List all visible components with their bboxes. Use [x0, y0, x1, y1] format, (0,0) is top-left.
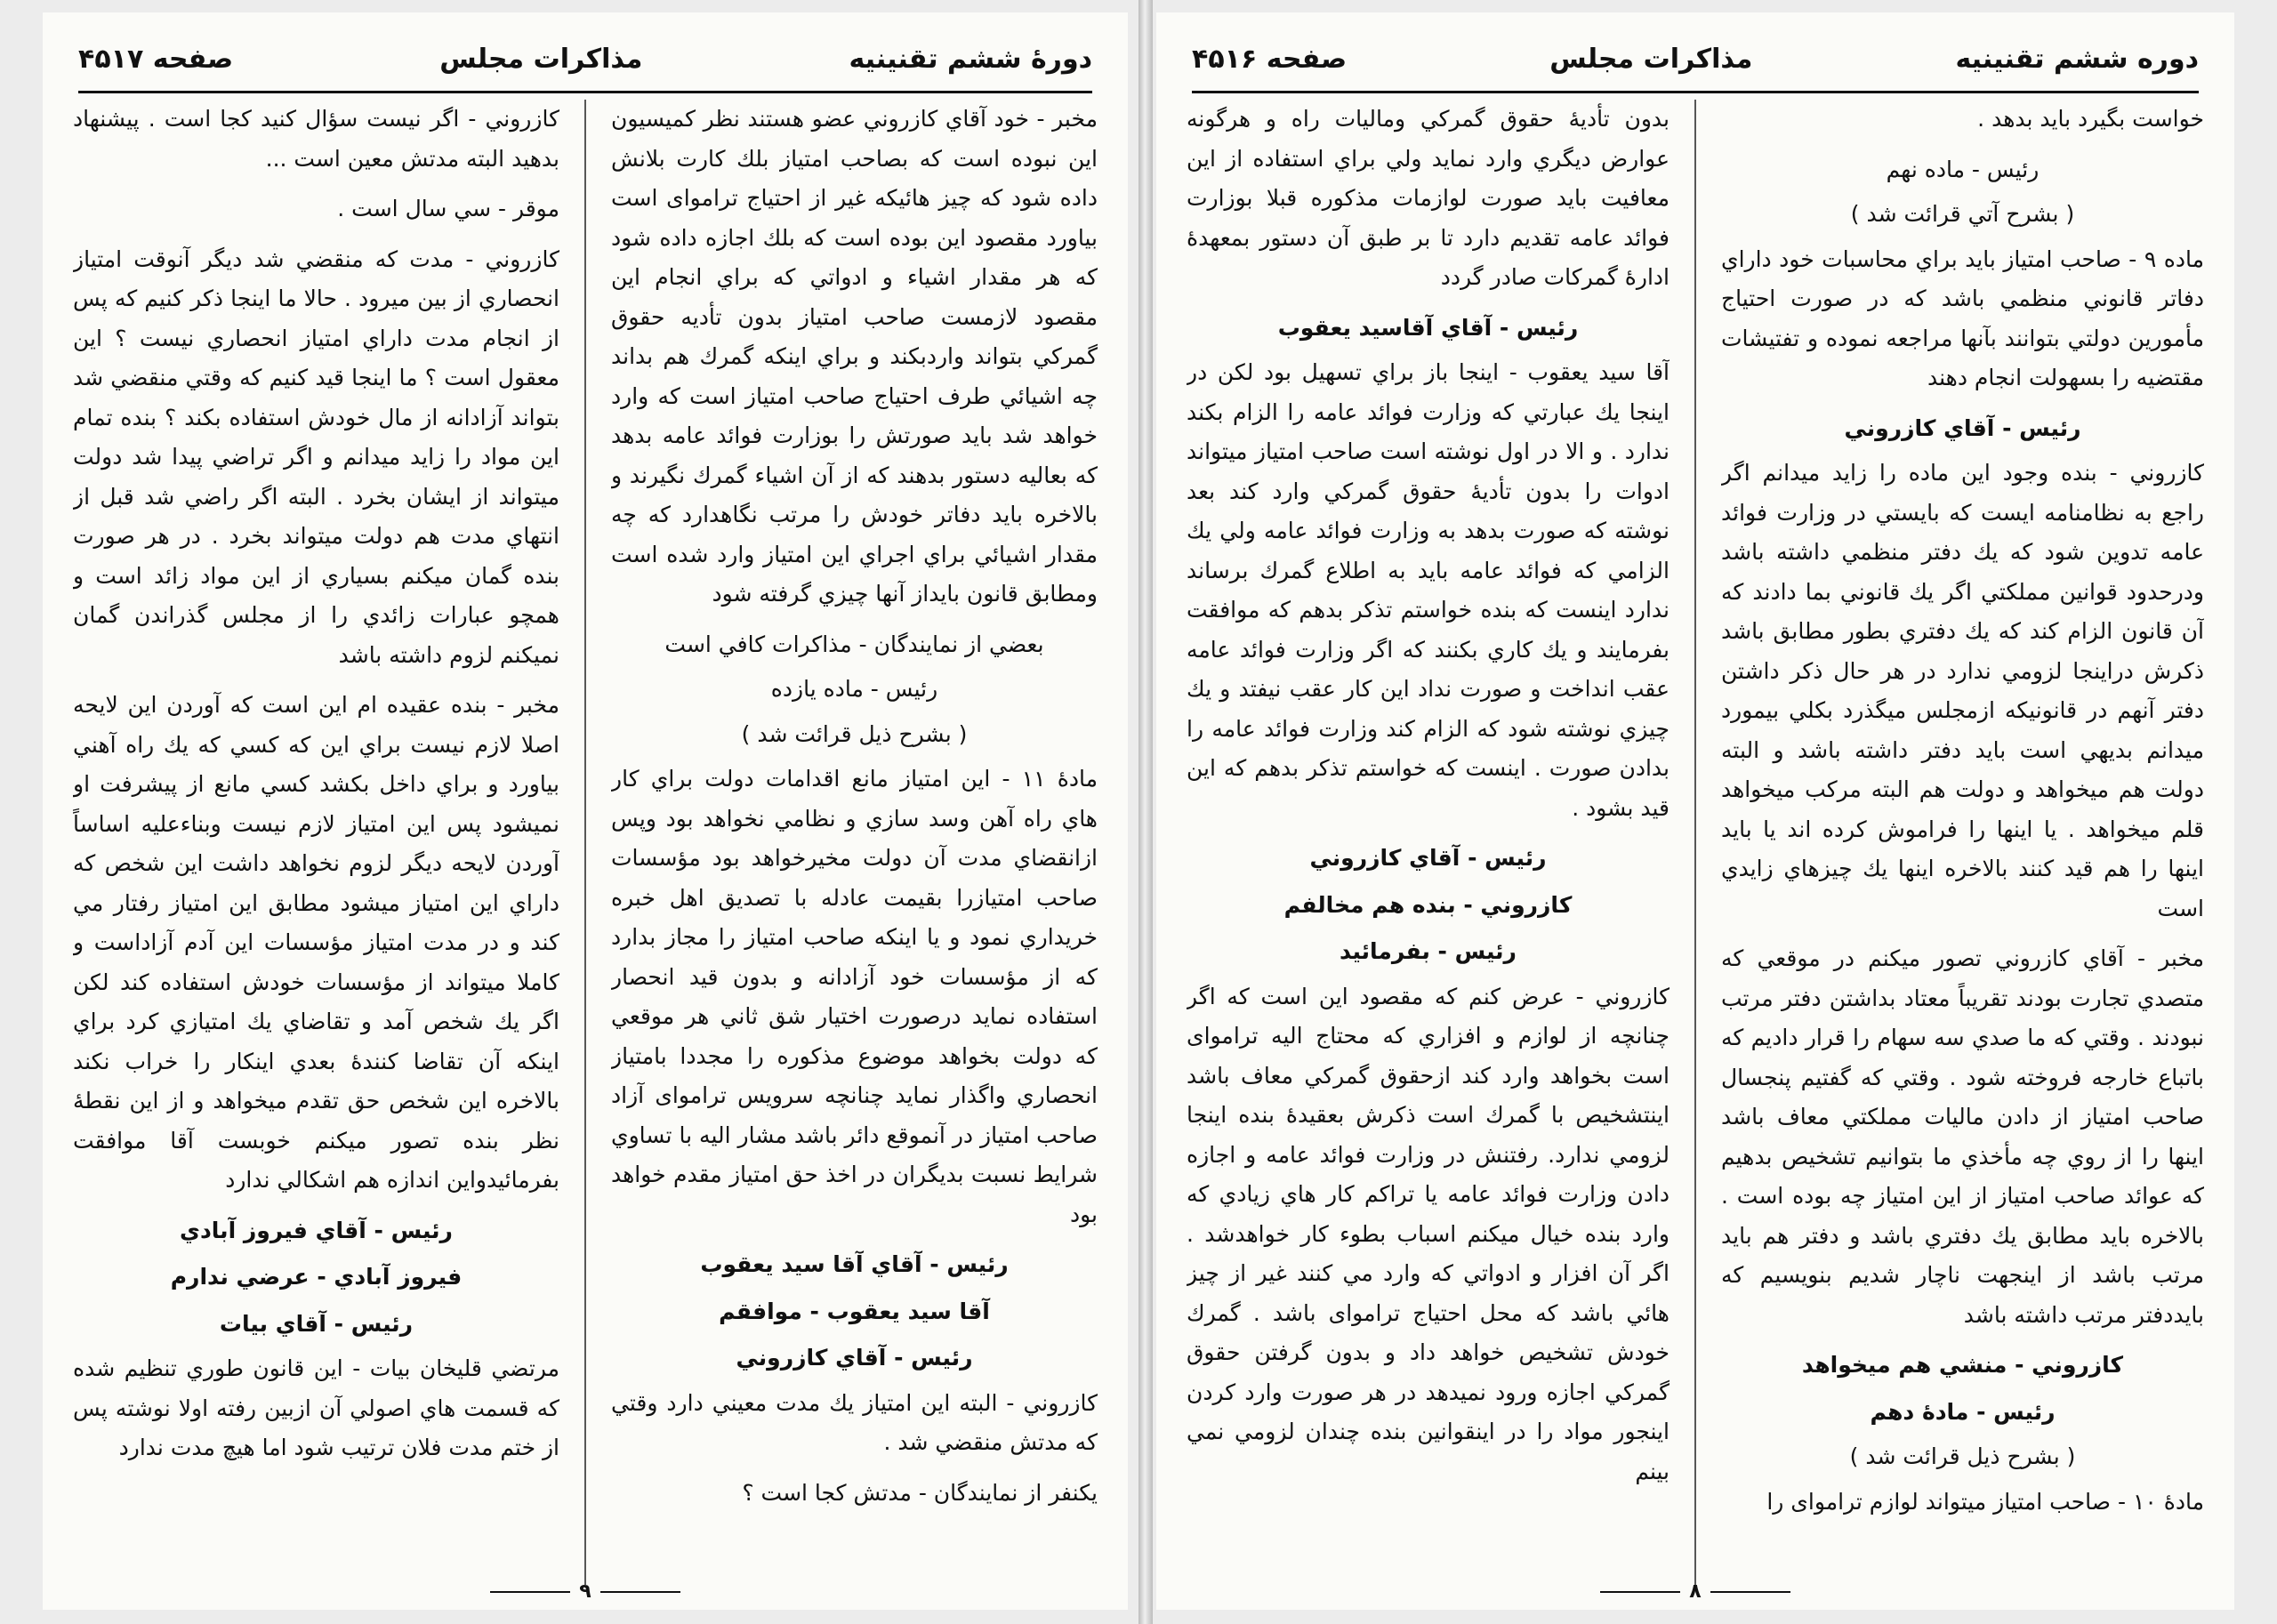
column-left	[1187, 100, 1670, 1585]
centered-line: ( بشرح ذيل قرائت شد )	[1849, 1443, 2076, 1469]
paragraph: مادهٔ ۱۰ - صاحب امتياز ميتواند لوازم تراموای را	[1766, 1488, 2204, 1515]
paragraph: يكنفر از نمايندگان - مدتش كجا است ؟	[742, 1479, 1098, 1506]
speaker-line: كازروني - منشي هم ميخواهد	[1801, 1352, 2124, 1378]
page-4516	[1156, 12, 2234, 1610]
paragraph: آقا سيد يعقوب - اينجا باز براي تسهيل بود لكن در اينجا يك عبارتي كه وزارت فوائد عامه را الزام بكند ندارد . و الا در اول نوشته است صاحب امتياز ميتواند ادوات را بدون تأديهٔ حقوق گمركي وارد كند بعد نوشته كه صورت بدهد به وزارت فوائد عامه ولي يك الزامي كه فوائد عامه بايد به اطلاع گمرك برساند ندارد اينست كه بنده خواستم تذكر بدهم كه موافقت بفرمايند و يك كاري بكنند كه اگر وزارت فوائد عامه عقب انداخت و صورت نداد اين كار عقب نيفتد و يك چيزي نوشته شود كه الزام كند وزارت فوائد عامه را بدادن صورت . اينست كه خواستم تذكر بدهم كه اين قيد بشود .	[1187, 359, 1670, 821]
speaker-line: رئيس - آقاي آقا سيد يعقوب	[700, 1251, 1009, 1277]
page-4517	[43, 12, 1128, 1610]
speaker-line: رئيس - آقاي كازروني	[1844, 414, 2081, 441]
centered-line: رئيس - ماده نهم	[1886, 156, 2040, 182]
page-columns	[73, 100, 1098, 1585]
speaker-line: رئيس - آقاي كازروني	[1309, 845, 1547, 871]
paragraph: مخبر - بنده عقيده ام اين است كه آوردن اين لايحه اصلا لازم نيست براي اين كه كسي كه يك راه آهني بياورد و براي داخل بكشد كسي مانع از پيشرفت او نميشود پس اين امتياز لازم نيست وبناءعليه اساساً آوردن لايحه ديگر لزوم نخواهد داشت اين شخص كه داراي اين امتياز ميشود مطابق اين امتياز رفتار مي كند و در مدت امتياز مؤسسات اين آدم آزاداست و كاملا ميتواند از مؤسسات خودش استفاده كند لكن اگر يك شخص آمد و تقاضاي يك امتيازي كرد براي اينكه آن تقاضا كنندهٔ بعدي اينكار را خراب نكند بالاخره اين شخص حق تقدم ميخواهد و از اين نقطهٔ نظر بنده تصور ميكنم خوبست آقا موافقت بفرمائيدواين اندازه هم اشكالي ندارد	[73, 692, 559, 1193]
paragraph: مخبر - خود آقاي كازروني عضو هستند نظر كميسيون اين نبوده است كه بصاحب امتياز بلك كارت بلانش داده شود كه چيز هائيكه غير از احتياج تراموای است بياورد مقصود اين بوده است كه بلك اجازه داده شود كه هر مقدار اشياء و ادواتي كه براي انجام اين مقصود لازمست صاحب امتياز بدون تأديه حقوق گمركي بتواند واردبكند و براي اينكه گمرك هم بداند چه اشيائي طرف احتياج صاحب امتياز است كه وارد خواهد شد بايد صورتش را بوزارت فوائد عامه بدهد كه بعالیه دستور بدهند كه از آن اشياء گمرك نگيرند و بالاخره بايد دفاتر خودش را مرتب نگاهدارد كه چه مقدار اشيائي براي اجراي اين امتياز وارد شده است ومطابق قانون بايداز آنها چيزي گرفته شود	[611, 106, 1098, 607]
speaker-line: رئيس - آقاي فيروز آبادي	[180, 1217, 453, 1243]
column-left	[73, 100, 559, 1585]
paragraph: موقر - سي سال است .	[337, 196, 559, 221]
speaker-line: رئيس - مادهٔ دهم	[1870, 1398, 2056, 1425]
book-gutter	[1138, 0, 1153, 1624]
page-columns	[1187, 100, 2204, 1585]
paragraph: كازروني - البته اين امتياز يك مدت معيني دارد وقتي كه مدتش منقضي شد .	[611, 1389, 1098, 1455]
page-header	[1192, 27, 2199, 93]
speaker-line: كازروني - بنده هم مخالفم	[1283, 891, 1573, 918]
column-right	[611, 100, 1098, 1585]
paragraph: مرتضي قليخان بيات - اين قانون طوري تنظيم شده كه قسمت هاي اصولي آن ازبين رفته اولا نوشته پس از ختم مدت فلان ترتيب شود اما هيچ مدت ندارد	[73, 1355, 559, 1460]
header-title: مذاكرات مجلس	[439, 43, 643, 75]
header-title: مذاكرات مجلس	[1549, 43, 1753, 75]
centered-line: رئيس - ماده يازده	[770, 676, 938, 702]
speaker-line: رئيس - آقاي آقاسيد يعقوب	[1277, 314, 1579, 341]
header-page-number: صفحه ۴۵۱۷	[78, 43, 234, 75]
paragraph: خواست بگيرد بايد بدهد .	[1977, 106, 2204, 132]
paragraph: كازروني - مدت كه منقضي شد ديگر آنوقت امتياز انحصاري از بين ميرود . حالا ما اينجا ذكر كنيم كه پس از انجام مدت داراي امتياز انحصاري نيست ؟ اين معقول است ؟ ما اينجا قيد كنيم كه وقتي منقضي شد بتواند آزادانه از مال خودش استفاده بكند ؟ بنده تمام اين مواد را زايد ميدانم و اگر تراضي پيدا شد دولت ميتواند از ايشان بخرد . البته اگر راضي شد قبل از انتهاي مدت هم دولت ميتواند بخرد . در هر صورت بنده گمان ميكنم بسياري از اين مواد زائد است و همچو عبارات زائدي را از مجلس گذراندن گمان نميكنم لزوم داشته باشد	[73, 245, 559, 668]
centered-line: ( بشرح آتي قرائت شد )	[1850, 201, 2075, 227]
page-footer-number: ۹	[43, 1580, 1128, 1603]
paragraph: ماده ۹ - صاحب امتياز بايد براي محاسبات خود داراي دفاتر قانوني منظمي باشد كه در صورت احتياج مأمورين دولتي بتوانند بآنها مراجعه نموده و تفتيشات مقتضيه را بسهولت انجام دهند	[1721, 245, 2204, 390]
speaker-line: رئيس - آقاي بيات	[219, 1310, 414, 1337]
column-divider	[1694, 100, 1696, 1585]
paragraph: بدون تأديهٔ حقوق گمركي وماليات راه و هرگونه عوارض ديگري وارد نمايد ولي براي استفاده از اين معافيت بايد صورت لوازمات مذكوره قبلا بوزارت فوائد عامه تقديم دارد تا بر طبق آن دستور بمعهدهٔ ادارهٔ گمركات صادر گردد	[1187, 106, 1670, 290]
paragraph: مادهٔ ۱۱ - اين امتياز مانع اقدامات دولت براي كار هاي راه آهن وسد سازي و نظامي نخواهد بود وپس ازانقضاي مدت آن دولت مخيرخواهد بود مؤسسات صاحب امتيازرا بقيمت عادله با تصديق اهل خبره خريداري نمود و يا اينكه صاحب امتياز را مجاز بدارد كه از مؤسسات خود آزادانه و بدون قيد انحصار استفاده نمايد درصورت اختيار شق ثاني هر موقعي كه دولت بخواهد موضوع مذكوره را مجددا بامتياز انحصاري واگذار نمايد چنانچه سرويس تراموای آزاد صاحب امتياز در آنموقع دائر باشد مشار اليه با تساوي شرايط نسبت بديگران در اخذ حق امتياز مقدم خواهد بود	[611, 766, 1098, 1227]
speaker-line: آقا سيد يعقوب - موافقم	[719, 1298, 990, 1324]
paragraph: كازروني - اگر نيست سؤال كنيد كجا است . پيشنهاد بدهيد البته مدتش معين است ...	[73, 106, 559, 172]
header-session: دورهٔ ششم تقنينيه	[849, 43, 1092, 75]
paragraph: مخبر - آقاي كازروني تصور ميكنم در موقعي كه متصدي تجارت بودند تقريباً معتاد بداشتن دفتر مرتب نبودند . وقتي كه ما صدي سه سهام را قرار داديم كه باتباع خارجه فروخته شود . وقتي كه گفتيم پنجسال صاحب امتياز از دادن ماليات مملكتي معاف باشد اينها را از روي چه مأخذي ما بتوانيم تشخيص بدهيم كه عوائد صاحب امتياز از اين امتياز چه بوده است . بالاخره بايد مطابق يك دفتري باشد و دفتر هم بايد مرتب باشد از اينجهت ناچار شديم بنويسيم كه بايددفتر مرتب داشته باشد	[1721, 945, 2204, 1328]
speaker-line: رئيس - آقاي كازروني	[736, 1345, 973, 1371]
page-header	[78, 27, 1092, 93]
centered-line: ( بشرح ذيل قرائت شد )	[741, 720, 968, 747]
column-divider	[584, 100, 586, 1585]
paragraph: كازروني - بنده وجود اين ماده را زايد ميدانم اگر راجع به نظامنامه ايست كه بايستي در وزارت فوائد عامه تدوين شود كه يك دفتر منظمي داشته باشد ودرحدود قوانين مملكتي اگر يك قانوني بما دادند كه آن قانون الزام كند كه يك دفتري بطور مطابق باشد ذكرش دراينجا لزومي ندارد در هر حال ذكر داشتن دفتر آنهم در قانونيكه ازمجلس ميگذرد بكلي بيمورد ميدانم بديهي است بايد دفتر داشته باشد و البته دولت هم ميخواهد و دولت هم البته مركب ميخواهد قلم ميخواهد . يا اينها را فراموش كرده اند يا بايد اينها را هم قيد كنند بالاخره اينها يك چيزهاي زايدي است	[1721, 460, 2204, 921]
speaker-line: رئيس - بفرمائيد	[1340, 938, 1517, 964]
page-footer-number: ۸	[1156, 1580, 2234, 1603]
header-session: دوره ششم تقنينيه	[1955, 43, 2199, 75]
header-page-number: صفحه ۴۵۱۶	[1192, 43, 1348, 75]
column-right	[1721, 100, 2204, 1585]
centered-line: بعضي از نمايندگان - مذاكرات كافي است	[664, 631, 1044, 657]
paragraph: كازروني - عرض كنم كه مقصود اين است كه اگر چنانچه از لوازم و افزاري كه محتاج اليه تراموای است بخواهد وارد كند ازحقوق گمركي معاف باشد اينتشخيص با گمرك است ذكرش بعقيدهٔ بنده اينجا لزومي ندارد. رفتنش در وزارت فوائد عامه و اجازه دادن وزارت فوائد عامه يا تراكم كار هاي زيادي كه وارد بنده خيال ميكنم اسباب بطوء كار خواهدشد . اگر آن افزار و ادواتي كه وارد مي كنند غير از چيز هائي باشد كه محل احتياج تراموای باشد . گمرك خودش تشخيص خواهد داد و بدون گرفتن حقوق گمركي اجازه ورود نميدهد در هر صورت وارد كردن اينجور مواد را در اينقوانين بنده چندان لزومي نمي بينم	[1187, 983, 1670, 1484]
speaker-line: فيروز آبادي - عرضي ندارم	[170, 1264, 463, 1290]
